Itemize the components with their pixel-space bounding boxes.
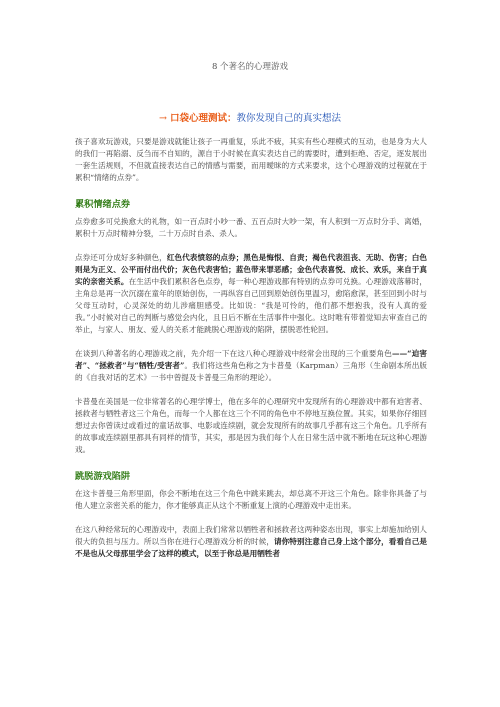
section-heading-accumulate: 累积情绪点券 (75, 199, 131, 210)
text-run: 在这八种经常玩的心理游戏中，表面上我们常常以牺牲者和拯救者这两种姿态出现，事实上却施加给别人很大的负担与压力。所以当你在进行心理游戏分析的时候， (75, 525, 427, 546)
text-run: 点券还可分成好多种颜色， (75, 253, 167, 262)
subtitle-separator: ： (226, 113, 237, 124)
text-run: 。我们将这些角色称之为卡普曼（Karpman）三角形（生命剧本所出版的《自我对话的艺术》一书中曾提及卡普曼三角形的理论）。 (75, 361, 427, 382)
bold-run: 请你特别注意自己身上这个部分，看看自己是不是也从父母那里学会了这样的模式，以至于你总是用牺牲者 (75, 537, 428, 558)
paragraph-roles (75, 348, 427, 384)
paragraph-karpman: 卡普曼在美国是一位非常著名的心理学博士，他在多年的心理研究中发现所有的心理游戏中都有迫害者、拯救者与牺牲者这三个角色，而每一个人都在这三个不同的角色中不停地互换位置。其实，如果你仔细回想过去你曾读过或看过的童话故事、电影或连续剧，就会发现所有的故事几乎都有这三个角色。几乎所有的故事或连续剧里都具有同样的情节，其实，那是因为我们每个人在日常生活中就不断地在玩这种心理游戏。 (75, 397, 427, 454)
document-title: 8 个著名的心理游戏 (211, 62, 289, 72)
category-link[interactable]: 口袋心理测试 (169, 113, 227, 124)
paragraph-intro: 孩子喜欢玩游戏，只要是游戏就能让孩子一再重复，乐此不疲，其实有些心理模式的互动，也是身为大人的我们一再陷溺、反刍而不自知的，源自于小时候在真实表达自己的需要时，遭到拒绝、否定，逐发展出一套生活规则，不但就直接表达自己的情感与需要，而用曖昧的方式来要求，这个心理游戏的过程就在于累积“情绪的点券”。 (75, 137, 427, 182)
article-body (75, 136, 427, 572)
paragraph-points: 点券愈多可兑换愈大的礼物，如一百点时小吵一番、五百点时大吵一架，有人积到一万点时分手、离婚，累积十万点时精神分裂，二十万点时自杀、杀人。 (75, 217, 427, 238)
text-run: 在谈到八种著名的心理游戏之前，先介绍一下在这八种心理游戏中经常会出现的三个重要角色 (75, 349, 392, 358)
bold-run: 红色代表愤怒的点券；黑色是悔恨、自责；褐色代表沮丧、无助、伤害；白色则是为正义、公平而付出代价；灰色代表害怕；蓝色带来罪恶感；金色代表喜悦、成长、欢乐，来自于真实的亲密关系。 (75, 253, 427, 286)
section-heading-escape: 跳脱游戏陷阱 (75, 471, 131, 482)
article-subtitle (0, 110, 500, 124)
paragraph-analysis (75, 524, 427, 560)
bold-run: ——“迫害者”、“拯救者”与“牺牲/受害者” (75, 349, 428, 370)
paragraph-colors (75, 252, 427, 336)
arrow-icon: → (158, 113, 167, 124)
subtitle-link[interactable]: 教你发现自己的真实想法 (236, 113, 342, 124)
text-run: 在生活中我们累积各色点券，每一种心理游戏都有特别的点券可兑换。心理游戏落幕时，主角总是再一次沉溺在童年的原始创伤，一再纵容自己回到原始创伤里温习，愈陷愈深，甚至回到小时与父母互动时，心灵深处的幼儿涉痛胆感受。比如说：“我是可怜的，他们都不想抱我，没有人真的爱我。”小时候对自己的判断与感觉会内化，且日后不断在生活事件中强化。这时唯有带着觉知去审查自己的举止，与家人、朋友、爱人的关系才能跳脱心理游戏的陷阱，摆脱恶性轮回。 (75, 277, 427, 334)
paragraph-triangle: 在这卡普曼三角形里面，你会不断地在这三个角色中跳来跳去，却总离不开这三个角色。除非你具备了与他人建立亲密关系的能力，你才能够真正从这个不断重复上演的心理游戏中走出来。 (75, 489, 427, 510)
